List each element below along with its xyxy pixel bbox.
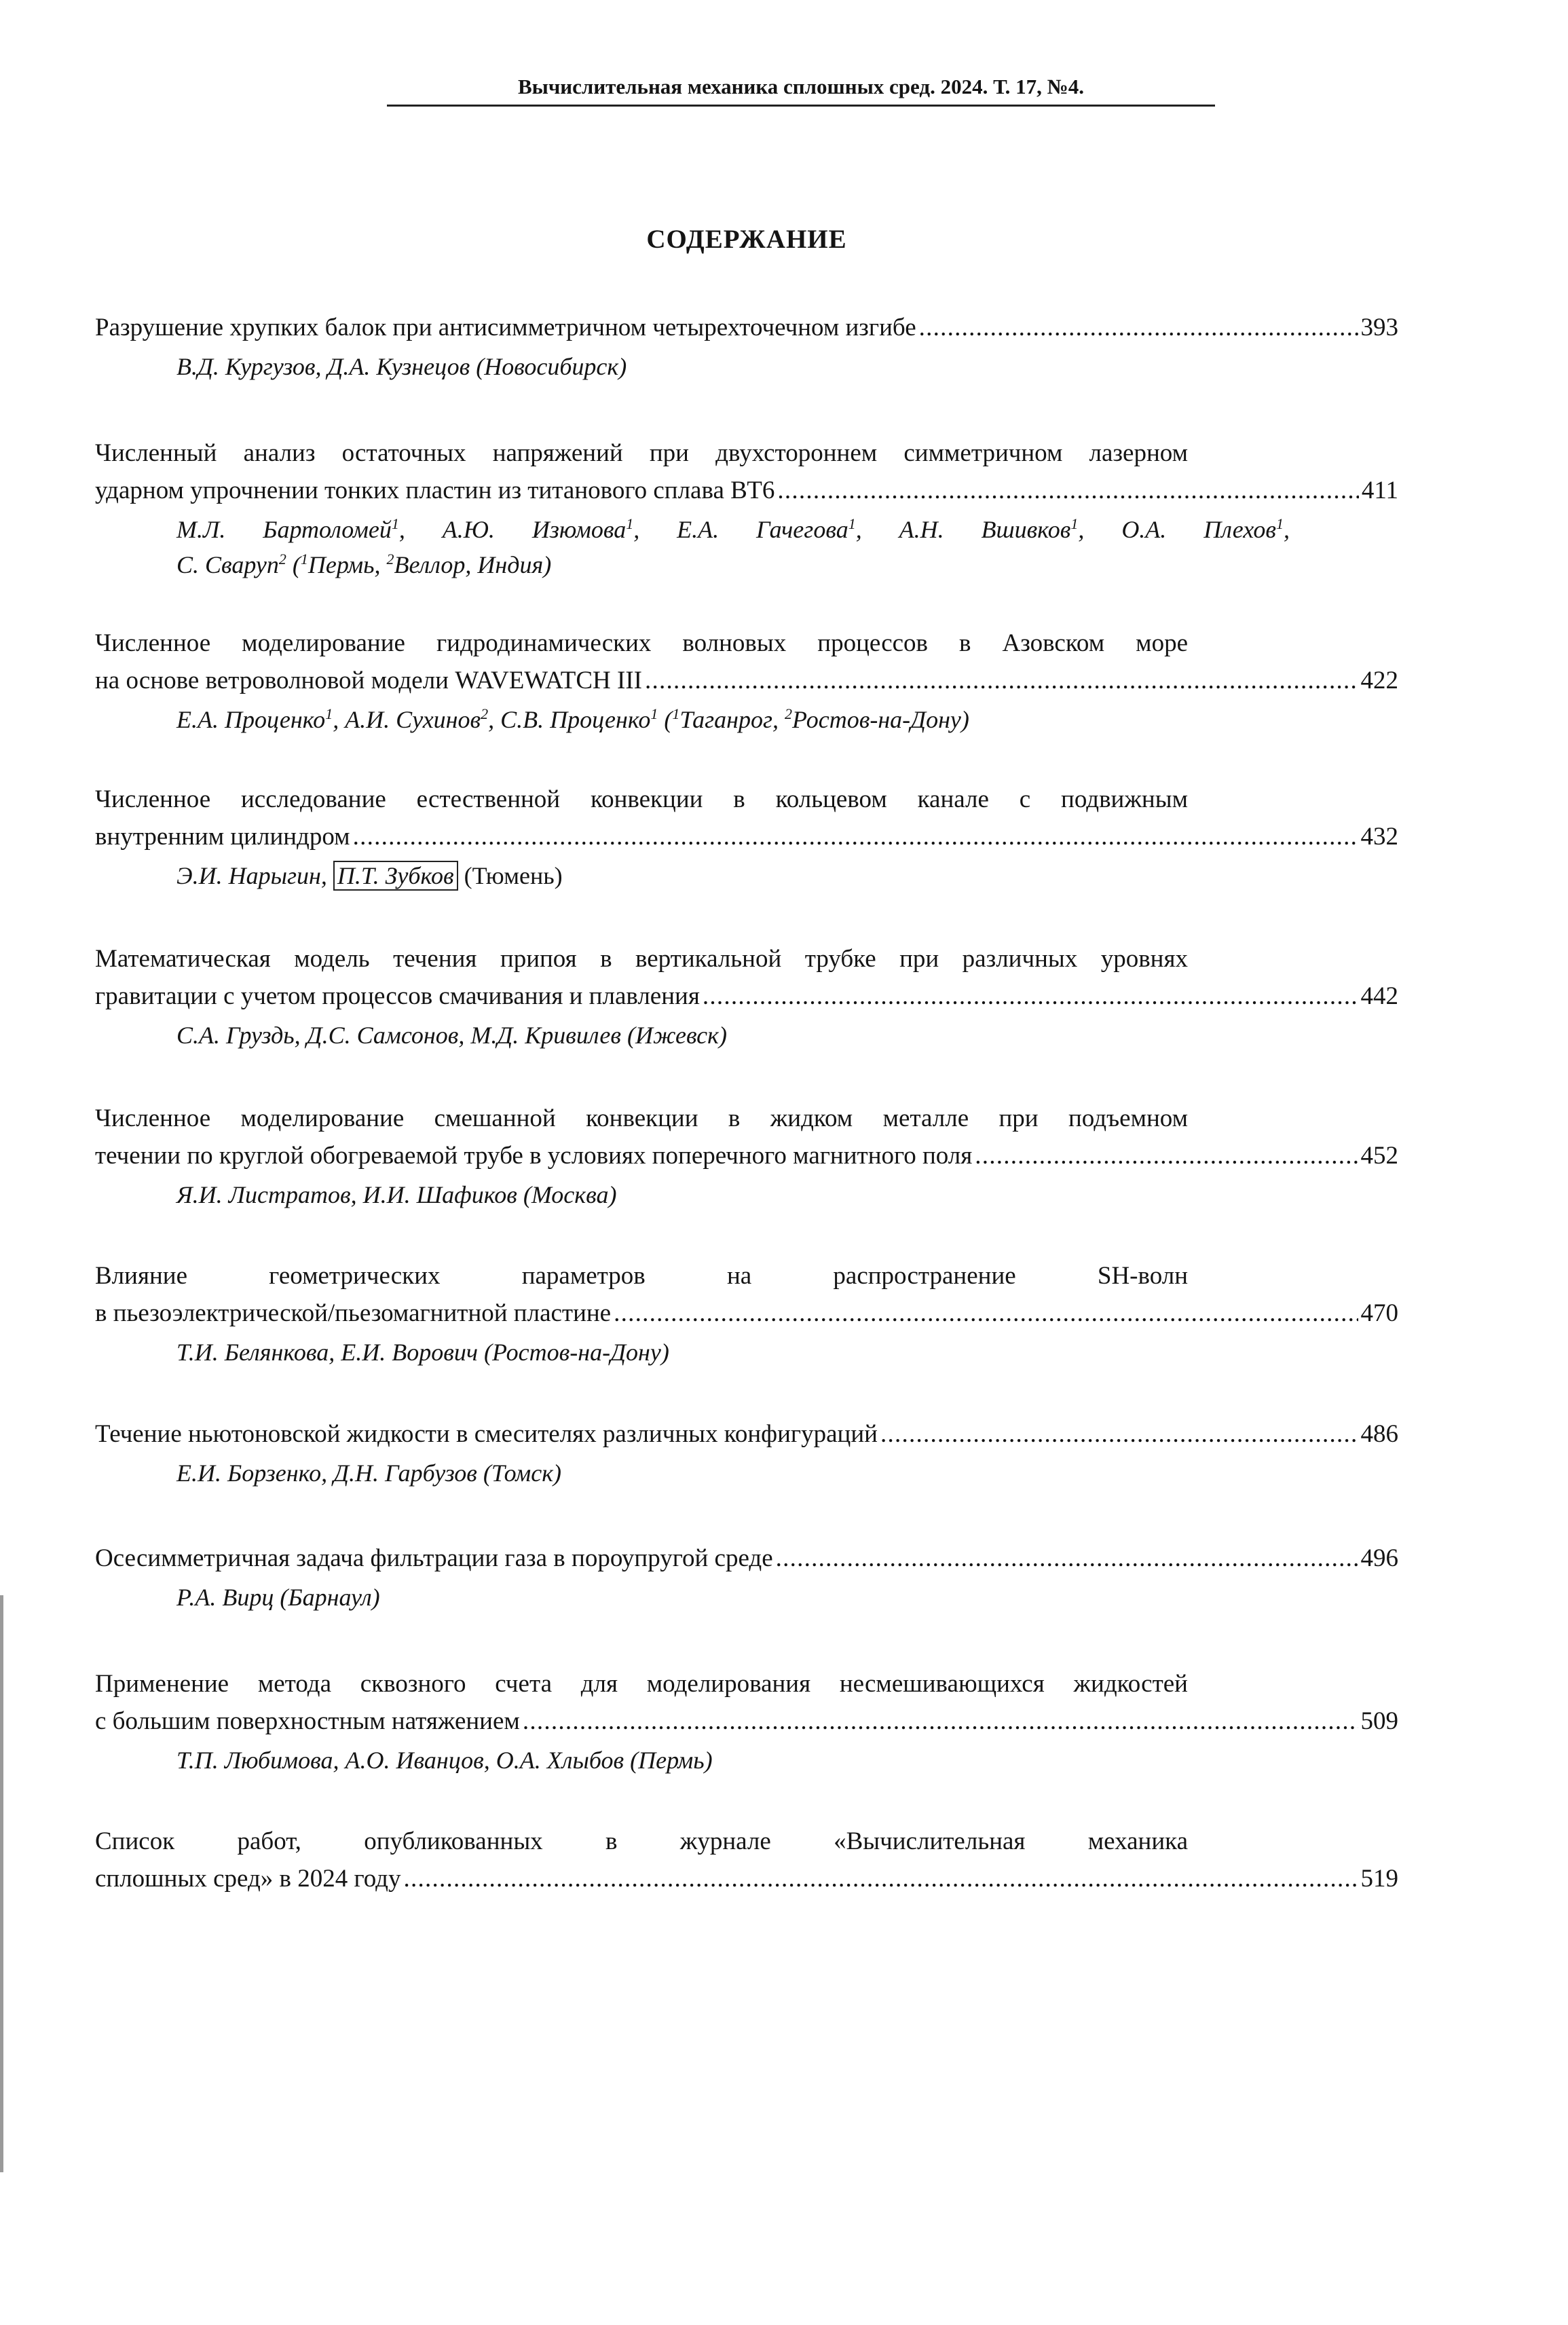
leader-dots <box>645 662 1358 699</box>
toc-entry[interactable] <box>95 940 1398 1053</box>
toc-entry[interactable] <box>95 434 1398 582</box>
leader-dots <box>919 309 1358 346</box>
affiliation-mark: 2 <box>278 551 286 568</box>
leader-dots <box>523 1703 1358 1740</box>
entry-title-line: Математическая модель течения припоя в вертикальной трубке при различных уровнях <box>95 945 1188 973</box>
entry-title: Течение ньютоновской жидкости в смесителях различных конфигураций <box>95 1420 878 1448</box>
author: Е.А. Проценко <box>176 706 326 733</box>
affiliation-mark: 1 <box>1276 515 1284 532</box>
entry-title-line: Влияние геометрических параметров на распространение SH-волн <box>95 1262 1188 1290</box>
entry-page-number: 470 <box>1360 1299 1398 1327</box>
entry-title-last <box>95 1703 1398 1740</box>
entry-title-last <box>95 1540 1398 1577</box>
entry-title-line: Список работ, опубликованных в журнале «Вычислительная механика <box>95 1827 1188 1855</box>
entry-page-number: 432 <box>1360 823 1398 851</box>
entry-title-line: Численное моделирование смешанной конвекции в жидком металле при подъемном <box>95 1104 1188 1132</box>
toc-entry[interactable] <box>95 1540 1398 1615</box>
author: О.А. Плехов <box>1121 516 1277 543</box>
entry-title-last <box>95 1415 1398 1453</box>
entry-title: ударном упрочнении тонких пластин из титанового сплава ВТ6 <box>95 477 775 504</box>
affiliation-place: Ростов-на-Дону <box>792 706 961 733</box>
affiliation-mark: 1 <box>672 705 680 722</box>
entry-page-number: 452 <box>1360 1142 1398 1170</box>
affiliation-place: Веллор, Индия <box>394 551 544 578</box>
toc-entry[interactable] <box>95 1100 1398 1212</box>
toc-title: СОДЕРЖАНИЕ <box>646 225 847 254</box>
leader-dots <box>776 1540 1358 1577</box>
affiliation-place: Таганрог <box>679 706 773 733</box>
affiliation-mark: 2 <box>785 705 793 722</box>
author: А.Ю. Изюмова <box>442 516 627 543</box>
affiliation-mark: 1 <box>391 515 399 532</box>
entry-title-last <box>95 1295 1398 1332</box>
entry-title: гравитации с учетом процессов смачивания и плавления <box>95 982 700 1010</box>
leader-dots <box>880 1415 1358 1453</box>
entry-authors: С.А. Груздь, Д.С. Самсонов, М.Д. Кривилев (Ижевск) <box>176 1022 727 1049</box>
affiliation-mark: 1 <box>1070 515 1079 532</box>
author: А.Н. Вшивков <box>899 516 1071 543</box>
affiliation-mark: 1 <box>626 515 634 532</box>
entry-title: на основе ветроволновой модели WAVEWATCH III <box>95 667 642 694</box>
scan-margin-line <box>0 1595 3 2172</box>
entry-title-last <box>95 662 1398 699</box>
entry-page-number: 509 <box>1360 1707 1398 1735</box>
entry-title-last <box>95 1860 1398 1897</box>
entry-page-number: 486 <box>1360 1420 1398 1448</box>
toc-entry[interactable] <box>95 1823 1398 1897</box>
entry-title-line: Численный анализ остаточных напряжений при двухстороннем симметричном лазерном <box>95 439 1188 467</box>
header-rule <box>387 105 1215 107</box>
leader-dots <box>703 978 1358 1015</box>
boxed-author: П.Т. Зубков <box>333 861 458 891</box>
entry-title: с большим поверхностным натяжением <box>95 1707 520 1735</box>
affiliation-mark: 2 <box>481 705 489 722</box>
author: Е.А. Гачегова <box>677 516 848 543</box>
entry-page-number: 411 <box>1361 477 1398 504</box>
entry-title-last <box>95 309 1398 346</box>
entry-page-number: 393 <box>1360 314 1398 341</box>
entry-title-last <box>95 818 1398 855</box>
author: Э.И. Нарыгин, <box>176 862 327 889</box>
entry-authors: Т.П. Любимова, А.О. Иванцов, О.А. Хлыбов (Пермь) <box>176 1747 713 1774</box>
affiliation-mark: 1 <box>325 705 333 722</box>
toc-entry[interactable] <box>95 625 1398 737</box>
affiliation-mark: 1 <box>300 551 308 568</box>
affiliation-place: Пермь <box>307 551 375 578</box>
entry-title-last <box>95 1137 1398 1174</box>
entry-title-line: Применение метода сквозного счета для моделирования несмешивающихся жидкостей <box>95 1670 1188 1698</box>
entry-title-last <box>95 472 1398 509</box>
entry-title: в пьезоэлектрической/пьезомагнитной пластине <box>95 1299 612 1327</box>
entry-title-line: Численное моделирование гидродинамических волновых процессов в Азовском море <box>95 629 1188 657</box>
toc-entry[interactable] <box>95 1665 1398 1778</box>
affiliation-mark: 1 <box>650 705 658 722</box>
entry-authors: Е.И. Борзенко, Д.Н. Гарбузов (Томск) <box>176 1459 562 1487</box>
entry-authors: Е.А. Проценко$^1$, А.И. Сухинов$^2$, С.В. Проценко$^1$ ($^1$Таганрог, $^2$Ростов-на-Дону) <box>176 705 969 733</box>
entry-authors: Т.И. Белянкова, Е.И. Ворович (Ростов-на-Дону) <box>176 1339 669 1366</box>
entry-page-number: 496 <box>1360 1544 1398 1572</box>
entry-authors: В.Д. Кургузов, Д.А. Кузнецов (Новосибирск) <box>176 353 627 380</box>
toc-entry[interactable] <box>95 1415 1398 1491</box>
author: А.И. Сухинов <box>345 706 481 733</box>
toc-entry[interactable] <box>95 781 1398 893</box>
author: М.Л. Бартоломей <box>176 516 392 543</box>
leader-dots <box>614 1295 1358 1332</box>
toc-entry[interactable] <box>95 309 1398 384</box>
affiliation-mark: 1 <box>848 515 856 532</box>
entry-page-number: 442 <box>1360 982 1398 1010</box>
entry-authors: М.Л. Бартоломей$^1$, А.Ю. Изюмова$^1$, Е.А. Гачегова$^1$, А.Н. Вшивков$^1$, О.А. Плехов$^1$, <box>176 515 1290 543</box>
entry-authors <box>95 858 1398 893</box>
entry-title: течении по круглой обогреваемой трубе в условиях поперечного магнитного поля <box>95 1142 973 1170</box>
entry-title: сплошных сред» в 2024 году <box>95 1865 401 1893</box>
entry-page-number: 519 <box>1360 1865 1398 1893</box>
entry-authors: Р.А. Вирц (Барнаул) <box>176 1584 380 1611</box>
affiliation-mark: 2 <box>386 551 394 568</box>
entry-authors: С. Сваруп$^2$ ($^1$Пермь, $^2$Веллор, Индия) <box>176 551 552 578</box>
entry-title: Разрушение хрупких балок при антисимметричном четырехточечном изгибе <box>95 314 916 341</box>
leader-dots <box>404 1860 1358 1897</box>
toc-entry[interactable] <box>95 1257 1398 1370</box>
entry-title: внутренним цилиндром <box>95 823 350 851</box>
leader-dots <box>777 472 1358 509</box>
leader-dots <box>975 1137 1358 1174</box>
entry-title: Осесимметричная задача фильтрации газа в пороупругой среде <box>95 1544 773 1572</box>
entry-title-last <box>95 978 1398 1015</box>
author: С. Сваруп <box>176 551 279 578</box>
leader-dots <box>353 818 1358 855</box>
journal-header: Вычислительная механика сплошных сред. 2024. Т. 17, №4. <box>517 75 1085 98</box>
author: С.В. Проценко <box>500 706 651 733</box>
entry-authors: Я.И. Листратов, И.И. Шафиков (Москва) <box>176 1181 617 1208</box>
entry-page-number: 422 <box>1360 667 1398 694</box>
entry-title-line: Численное исследование естественной конвекции в кольцевом канале с подвижным <box>95 785 1188 813</box>
affiliation-place: (Тюмень) <box>464 862 563 889</box>
